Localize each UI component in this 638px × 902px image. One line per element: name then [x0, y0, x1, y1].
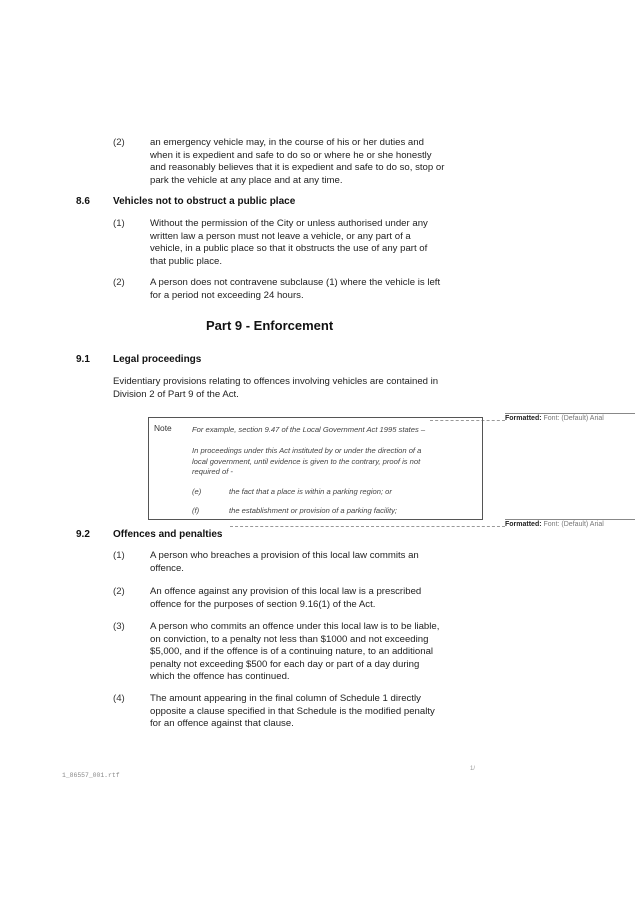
- clause-title: Vehicles not to obstruct a public place: [113, 196, 296, 207]
- text-line: Evidentiary provisions relating to offences involving vehicles are contained in: [113, 376, 439, 387]
- text-line: opposite a clause specified in that Schedule is the modified penalty: [150, 705, 435, 717]
- text-line: $5,000, and if the offence is of a continuing nature, to an additional: [150, 646, 434, 658]
- text-line: park the vehicle at any place and at any time.: [150, 174, 343, 186]
- clause-title: Offences and penalties: [113, 529, 223, 540]
- clause-body: [113, 376, 483, 401]
- text-line: for a period not exceeding 24 hours.: [150, 289, 304, 301]
- text-line: penalty not exceeding $500 for each day or part of a day during: [150, 658, 420, 670]
- subclause-number: (2): [113, 137, 125, 148]
- note-box: [148, 417, 483, 520]
- subclause-text: [150, 137, 480, 187]
- text-line: A person who breaches a provision of this local law commits an: [150, 550, 419, 561]
- text-line: An offence against any provision of this local law is a prescribed: [150, 586, 422, 597]
- comment-label: Formatted:: [505, 521, 542, 528]
- text-line: when it is expedient and safe to do so or where he or she honestly: [150, 149, 432, 161]
- text-line: The amount appearing in the final column of Schedule 1 directly: [150, 693, 421, 704]
- text-line: that public place.: [150, 255, 222, 267]
- text-line: In proceedings under this Act instituted by or under the direction of a: [192, 446, 422, 455]
- note-intro: For example, section 9.47 of the Local Government Act 1995 states –: [192, 425, 426, 434]
- subclause-number: (1): [113, 218, 125, 229]
- subclause-text: [150, 550, 480, 575]
- subclause-text: [150, 277, 480, 302]
- comment-connector: [230, 526, 505, 527]
- text-line: A person who commits an offence under this local law is to be liable,: [150, 621, 440, 632]
- comment-value: Font: (Default) Arial: [543, 415, 604, 422]
- text-line: which the offence has continued.: [150, 671, 290, 683]
- note-item-label: (f): [192, 506, 200, 515]
- clause-number: 9.2: [76, 529, 90, 540]
- text-line: on conviction, to a penalty not less than $1000 and not exceeding: [150, 633, 429, 645]
- subclause-text: [150, 586, 480, 611]
- subclause-number: (2): [113, 586, 125, 597]
- text-line: offence.: [150, 562, 184, 574]
- subclause-number: (1): [113, 550, 125, 561]
- subclause-text: [150, 621, 480, 684]
- subclause-number: (3): [113, 621, 125, 632]
- subclause-text: [150, 693, 480, 731]
- text-line: required of -: [192, 467, 233, 476]
- text-line: and reasonably believes that it is expedient and safe to do so, stop or: [150, 162, 445, 174]
- note-label: Note: [154, 423, 172, 433]
- comment-value: Font: (Default) Arial: [543, 521, 604, 528]
- text-line: local government, until evidence is given to the contrary, proof is not: [192, 456, 421, 466]
- text-line: an emergency vehicle may, in the course of his or her duties and: [150, 137, 424, 148]
- document-id: 1_86557_001.rtf: [62, 772, 120, 779]
- note-item-text: the establishment or provision of a parking facility;: [229, 506, 397, 515]
- comment-balloon[interactable]: [505, 519, 635, 532]
- note-item-label: (e): [192, 487, 202, 496]
- subclause-number: (4): [113, 693, 125, 704]
- subclause-number: (2): [113, 277, 125, 288]
- text-line: Division 2 of Part 9 of the Act.: [113, 388, 239, 400]
- clause-title: Legal proceedings: [113, 354, 202, 365]
- comment-balloon[interactable]: [505, 413, 635, 426]
- clause-number: 9.1: [76, 354, 90, 365]
- part-heading: Part 9 - Enforcement: [206, 318, 334, 333]
- text-line: written law a person must not leave a vehicle, or any part of a: [150, 230, 411, 242]
- page-mark: 1/: [470, 766, 476, 772]
- clause-number: 8.6: [76, 196, 90, 207]
- text-line: offence for the purposes of section 9.16(1) of the Act.: [150, 598, 376, 610]
- note-body: [192, 446, 477, 478]
- subclause-text: [150, 218, 480, 268]
- text-line: A person does not contravene subclause (1) where the vehicle is left: [150, 277, 441, 288]
- note-item-text: the fact that a place is within a parking region; or: [229, 487, 392, 496]
- text-line: Without the permission of the City or unless authorised under any: [150, 218, 428, 229]
- text-line: vehicle, in a public place so that it obstructs the use of any part of: [150, 243, 428, 255]
- text-line: for an offence against that clause.: [150, 718, 294, 730]
- comment-label: Formatted:: [505, 415, 542, 422]
